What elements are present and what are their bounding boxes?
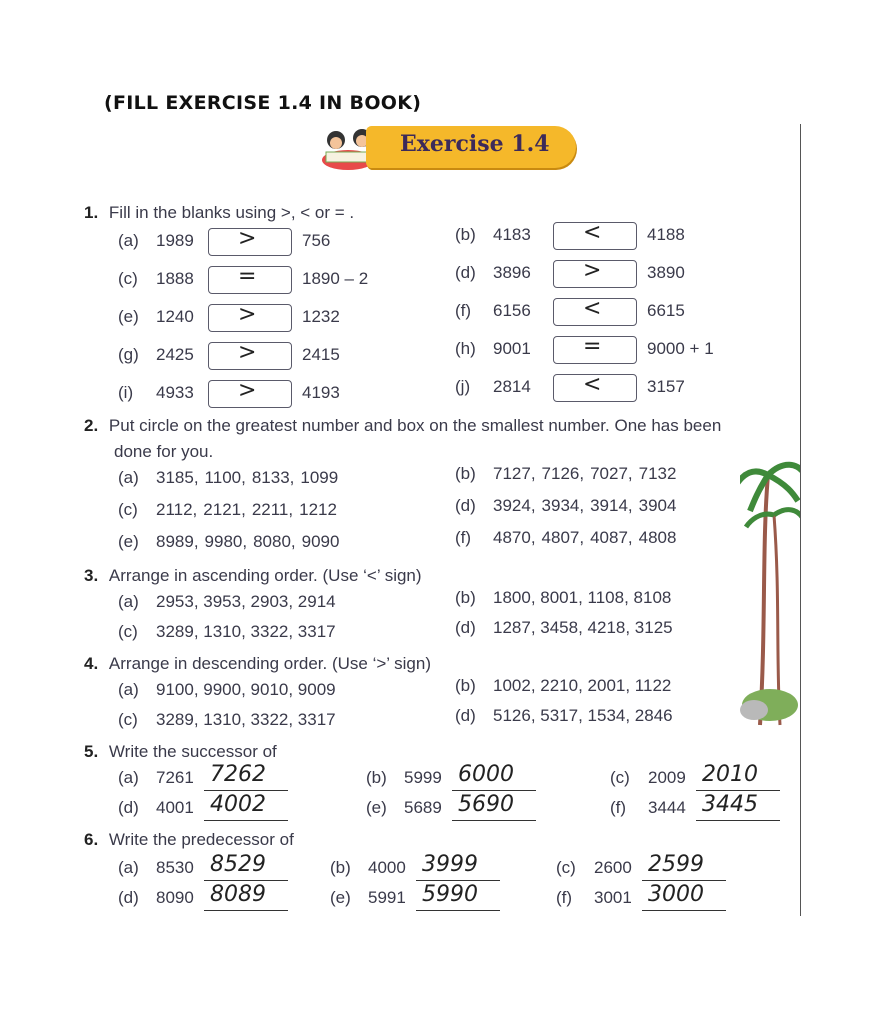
q1-item-right: 1232: [302, 307, 340, 326]
q1-item-label: (i): [118, 383, 134, 402]
q2-item-label: (b): [455, 464, 476, 483]
q3-item-value: 2953, 3953, 2903, 2914: [156, 592, 336, 611]
q1-handwritten-answer: =: [583, 334, 602, 359]
q1-item-right: 3157: [647, 377, 685, 396]
q5-heading: 5. Write the successor of: [84, 742, 277, 761]
q1-item-left: 6156: [493, 301, 531, 320]
q1-item-right: 4193: [302, 383, 340, 402]
q2-number: 9090: [301, 532, 340, 551]
q6-heading: 6. Write the predecessor of: [84, 830, 294, 849]
q3-item-value: 1800, 8001, 1108, 8108: [493, 588, 672, 607]
q6-answer-line: [642, 880, 726, 881]
q4-heading: 4. Arrange in descending order. (Use ‘>’ sign): [84, 654, 431, 673]
q5-answer-line: [452, 820, 536, 821]
q1-handwritten-answer: <: [583, 296, 602, 321]
q6-item-value: 8530: [156, 858, 194, 877]
q5-item-value: 5999: [404, 768, 442, 787]
q6-item-value: 2600: [594, 858, 632, 877]
q3-item-value: 1287, 3458, 4218, 3125: [493, 618, 673, 637]
q6-item-label: (b): [330, 858, 351, 877]
q1-item-left: 2425: [156, 345, 194, 364]
q5-answer-line: [204, 790, 288, 791]
q4-item-label: (c): [118, 710, 138, 729]
q1-item-right: 756: [302, 231, 331, 250]
q1-handwritten-answer: >: [583, 258, 602, 283]
q1-handwritten-answer: <: [583, 372, 602, 397]
q5-handwritten-answer: 2010: [702, 762, 758, 787]
q2-number: 3904: [638, 496, 677, 515]
q6-answer-line: [416, 910, 500, 911]
page-header: (FILL EXERCISE 1.4 IN BOOK): [104, 92, 422, 114]
q4-item-label: (b): [455, 676, 476, 695]
q2-number: 2121,: [203, 500, 246, 519]
q2-number: 7126,: [541, 464, 585, 483]
q1-item-right: 3890: [647, 263, 685, 282]
q1-item-left: 1240: [156, 307, 194, 326]
q2-item-numbers: [493, 528, 682, 548]
q2-number: 8080,: [253, 532, 296, 551]
q2-number: 8133,: [251, 468, 295, 487]
q5-item-value: 5689: [404, 798, 442, 817]
q2-item-numbers: [156, 532, 345, 552]
exercise-banner: [318, 124, 578, 172]
q4-item-value: 5126, 5317, 1534, 2846: [493, 706, 673, 725]
q2-item-numbers: [156, 500, 343, 520]
q1-item-left: 1989: [156, 231, 194, 250]
q5-item-label: (f): [610, 798, 627, 817]
q5-item-value: 7261: [156, 768, 194, 787]
q1-item-label: (b): [455, 225, 476, 244]
q5-answer-line: [452, 790, 536, 791]
q1-item-label: (j): [455, 377, 471, 396]
q2-number: 2112,: [156, 500, 198, 519]
q5-item-label: (a): [118, 768, 139, 787]
q6-item-label: (f): [556, 888, 573, 907]
q2-number: 3924,: [493, 496, 536, 515]
q2-item-label: (e): [118, 532, 139, 551]
q6-item-label: (a): [118, 858, 139, 877]
q2-number: 7127,: [493, 464, 536, 483]
q6-answer-line: [416, 880, 500, 881]
q1-handwritten-answer: >: [238, 340, 257, 365]
q6-item-value: 5991: [368, 888, 406, 907]
q4-item-value: 3289, 1310, 3322, 3317: [156, 710, 336, 729]
q1-item-label: (f): [455, 301, 472, 320]
q2-number: 3914,: [590, 496, 633, 515]
q4-item-label: (d): [455, 706, 476, 725]
q2-number: 7027,: [590, 464, 633, 483]
q1-item-label: (d): [455, 263, 476, 282]
q5-answer-line: [696, 820, 780, 821]
q3-item-label: (d): [455, 618, 476, 637]
q1-handwritten-answer: >: [238, 302, 257, 327]
q6-item-label: (e): [330, 888, 351, 907]
q5-handwritten-answer: 5690: [458, 792, 514, 817]
q2-heading-cont: done for you.: [114, 442, 214, 461]
q1-handwritten-answer: <: [583, 220, 602, 245]
q5-handwritten-answer: 3445: [702, 792, 758, 817]
q3-heading: 3. Arrange in ascending order. (Use ‘<’ sign): [84, 566, 422, 585]
q6-handwritten-answer: 5990: [422, 882, 478, 907]
q5-answer-line: [204, 820, 288, 821]
q6-handwritten-answer: 8529: [210, 852, 266, 877]
q4-item-value: 1002, 2210, 2001, 1122: [493, 676, 672, 695]
q2-item-label: (a): [118, 468, 139, 487]
q2-number: 9980,: [204, 532, 248, 551]
q5-item-value: 4001: [156, 798, 194, 817]
q6-item-value: 8090: [156, 888, 194, 907]
q2-item-numbers: [493, 464, 682, 484]
q2-item-numbers: [493, 496, 682, 516]
q2-item-label: (c): [118, 500, 138, 519]
q1-handwritten-answer: >: [238, 226, 257, 251]
q5-handwritten-answer: 6000: [458, 762, 514, 787]
q1-item-right: 6615: [647, 301, 685, 320]
q2-number: 3934,: [541, 496, 585, 515]
q2-number: 4870,: [493, 528, 536, 547]
q1-item-label: (g): [118, 345, 139, 364]
q6-handwritten-answer: 3000: [648, 882, 704, 907]
q3-item-label: (a): [118, 592, 139, 611]
q1-item-right: 2415: [302, 345, 340, 364]
q2-number: 4808: [638, 528, 677, 547]
q1-handwritten-answer: >: [238, 378, 257, 403]
q2-number: 2211,: [251, 500, 294, 519]
q1-item-label: (e): [118, 307, 139, 326]
q3-item-label: (c): [118, 622, 138, 641]
q5-item-value: 2009: [648, 768, 686, 787]
q2-heading: 2. Put circle on the greatest number and box on the smallest number. One has been: [84, 416, 722, 435]
q1-item-left: 9001: [493, 339, 531, 358]
q1-item-right: 9000 + 1: [647, 339, 714, 358]
q6-answer-line: [204, 880, 288, 881]
q1-item-left: 3896: [493, 263, 531, 282]
q3-item-value: 3289, 1310, 3322, 3317: [156, 622, 336, 641]
q1-item-left: 4933: [156, 383, 194, 402]
q6-handwritten-answer: 8089: [210, 882, 266, 907]
q1-item-left: 4183: [493, 225, 531, 244]
q6-item-label: (c): [556, 858, 576, 877]
q6-item-value: 3001: [594, 888, 632, 907]
q1-handwritten-answer: =: [238, 264, 257, 289]
q5-item-label: (b): [366, 768, 387, 787]
q1-item-label: (a): [118, 231, 139, 250]
q6-answer-line: [204, 910, 288, 911]
q2-number: 4087,: [590, 528, 633, 547]
margin-rule: [800, 124, 801, 916]
q2-number: 1212: [299, 500, 337, 519]
q1-item-left: 2814: [493, 377, 531, 396]
q6-answer-line: [642, 910, 726, 911]
q5-item-value: 3444: [648, 798, 686, 817]
q2-item-label: (d): [455, 496, 476, 515]
q2-number: 1099: [300, 468, 339, 487]
q5-item-label: (c): [610, 768, 630, 787]
palm-tree-icon: [740, 455, 800, 730]
q5-item-label: (e): [366, 798, 387, 817]
q3-item-label: (b): [455, 588, 476, 607]
q2-item-label: (f): [455, 528, 472, 547]
q1-item-label: (h): [455, 339, 476, 358]
q1-item-right: 1890 – 2: [302, 269, 369, 288]
q2-number: 7132: [638, 464, 677, 483]
q5-answer-line: [696, 790, 780, 791]
q6-handwritten-answer: 2599: [648, 852, 704, 877]
q6-handwritten-answer: 3999: [422, 852, 478, 877]
q5-handwritten-answer: 7262: [210, 762, 266, 787]
q2-number: 4807,: [541, 528, 585, 547]
q2-number: 3185,: [156, 468, 199, 487]
q2-number: 8989,: [156, 532, 199, 551]
q1-item-right: 4188: [647, 225, 685, 244]
q1-heading: 1. Fill in the blanks using >, < or = .: [84, 203, 355, 222]
q4-item-value: 9100, 9900, 9010, 9009: [156, 680, 336, 699]
q5-handwritten-answer: 4002: [210, 792, 266, 817]
exercise-title: Exercise 1.4: [400, 131, 550, 157]
q6-item-label: (d): [118, 888, 139, 907]
q4-item-label: (a): [118, 680, 139, 699]
q1-item-label: (c): [118, 269, 138, 288]
q6-item-value: 4000: [368, 858, 406, 877]
q5-item-label: (d): [118, 798, 139, 817]
q1-item-left: 1888: [156, 269, 194, 288]
q2-number: 1100,: [204, 468, 246, 487]
q2-item-numbers: [156, 468, 344, 488]
